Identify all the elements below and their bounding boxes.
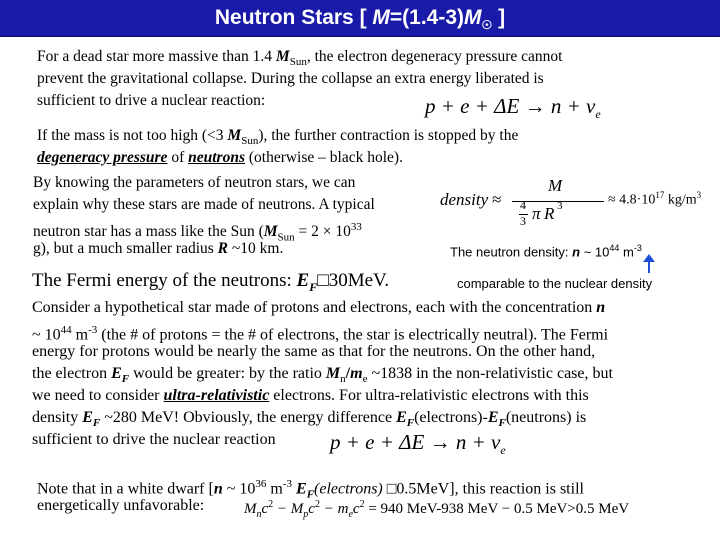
title-prefix: Neutron Stars [ [214,6,373,29]
p4-line3: energy for protons would be nearly the same as that for the neutrons. On the other hand, [32,343,596,360]
sun-symbol: ☉ [481,18,493,33]
p4-line5: we need to consider ultra-relativistic electrons. For ultra-relativistic electrons with this [32,387,589,404]
p4-line6: density $E_F$ ~280 MeV! Obviously, the energy difference $E_F(electrons)-E_F(neutrons)$ is [32,409,587,430]
p5-line1: Note that in a white dwarf [n ~ $10^{36}$ $m^{-3}$ $E_F(electrons)$ □0.5MeV], this reaction is still [37,478,584,501]
fermi-energy-line: The Fermi energy of the neutrons: $E_F□30MeV$. [32,270,390,294]
p4-line4: the electron $E_F$ would be greater: by the ratio $M_n/m_e$ ~1838 in the non-relativistic case, but [32,365,613,386]
up-arrow-icon [642,254,656,274]
reaction-equation-1: $p + e + \Delta E \to n + \nu_e$ [425,94,601,122]
comparable-note: comparable to the nuclear density [457,276,653,291]
p1-line2: prevent the gravitational collapse. During the collapse an extra energy liberated is [37,70,544,87]
p4-line1: Consider a hypothetical star made of protons and electrons, each with the concentration n [32,299,606,316]
p4-line7: sufficient to drive the nuclear reaction [32,431,276,448]
title-m: M [372,6,390,29]
p3-line2: explain why these stars are made of neutrons. A typical [33,196,375,213]
p3-line4: g), but a much smaller radius R ~10 km. [33,240,284,257]
mass-energy-equation: $M_nc^2 - M_pc^2 - m_ec^2 = 940$ MeV-938 MeV − 0.5 MeV>0.5 MeV [244,499,630,520]
p4-line2: ~ $10^{44}$ $m^{-3}$ (the # of protons = the # of electrons, the star is electrically neutral). The Fermi [32,324,609,344]
density-equation: density ≈ M 4 3 π R 3 ≈ $4.8\cdot 10^{17}$ $kg/m^3$ [440,176,702,228]
p2-line2: degeneracy pressure of neutrons (otherwise – black hole). [37,149,403,166]
reaction-equation-2: $p + e + \Delta E \to n + \nu_e$ [330,430,506,458]
p1-line3: sufficient to drive a nuclear reaction: [37,92,266,109]
title-middle: =(1.4-3) [389,6,465,29]
p2-line1: If the mass is not too high (<3 $M_{Sun}$), the further contraction is stopped by the [37,127,519,148]
title-suffix: ] [492,6,506,29]
p3-line1: By knowing the parameters of neutron stars, we can [33,174,356,191]
neutron-density-note: The neutron density: n ~ $10^{44}$ $m^{-3}$ [450,243,642,260]
slide-title [0,0,720,36]
p3-line3: neutron star has a mass like the Sun ($M_{Sun} = 2 \times 10^{33}$ [33,221,362,244]
p5-line2: energetically unfavorable: [37,497,205,514]
p1-line1: For a dead star more massive than 1.4 $M_{Sun}$, the electron degeneracy pressure cannot [37,48,563,69]
title-m2: M [464,6,482,29]
